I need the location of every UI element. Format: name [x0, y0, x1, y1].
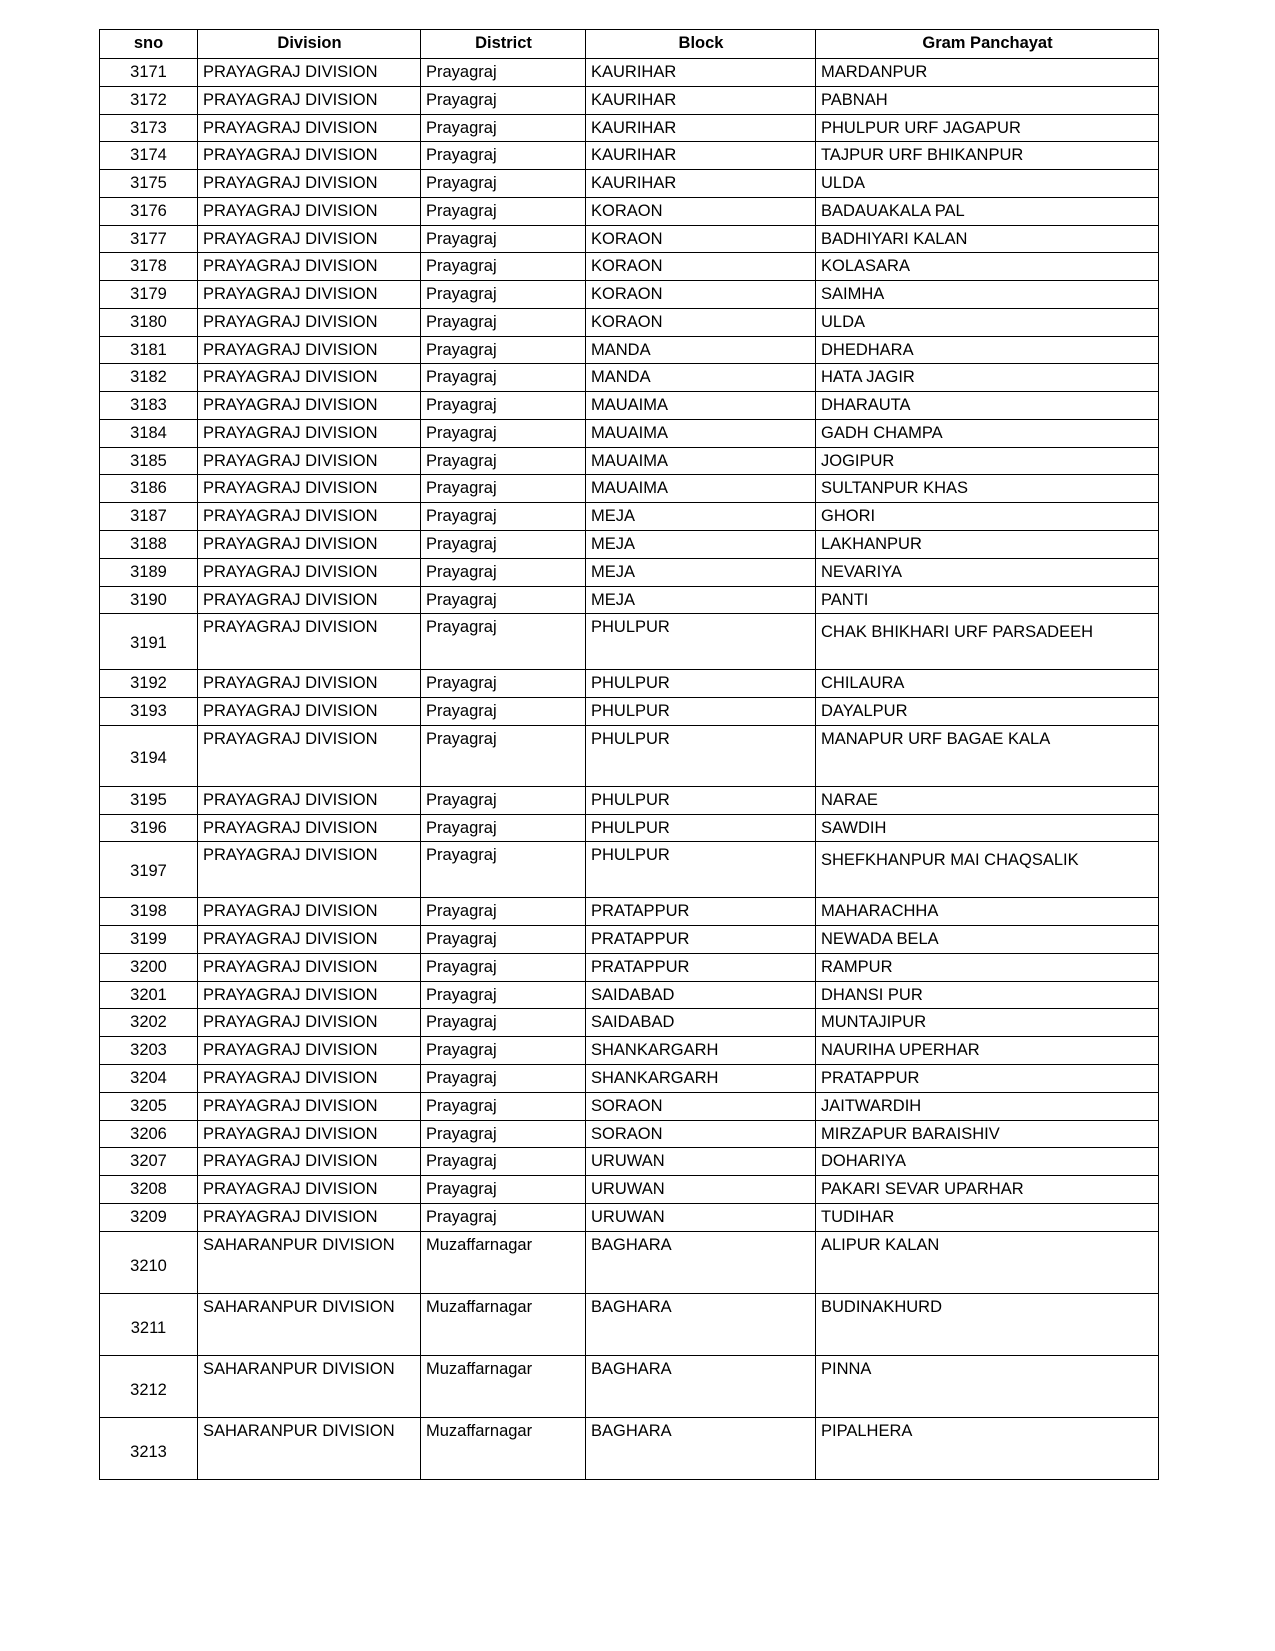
table-row [100, 419, 1159, 447]
cell-district: Prayagraj [421, 308, 586, 336]
cell-sno: 3174 [100, 142, 198, 170]
cell-district: Prayagraj [421, 281, 586, 309]
table-row [100, 336, 1159, 364]
cell-division: PRAYAGRAJ DIVISION [198, 1064, 421, 1092]
cell-gram-panchayat: GHORI [816, 503, 1159, 531]
cell-sno: 3191 [100, 614, 198, 670]
cell-district: Prayagraj [421, 336, 586, 364]
cell-district: Prayagraj [421, 786, 586, 814]
table-header [100, 30, 1159, 59]
cell-block: KORAON [586, 308, 816, 336]
cell-division: PRAYAGRAJ DIVISION [198, 170, 421, 198]
cell-division: PRAYAGRAJ DIVISION [198, 364, 421, 392]
cell-division: PRAYAGRAJ DIVISION [198, 503, 421, 531]
cell-block: PRATAPPUR [586, 953, 816, 981]
cell-division: PRAYAGRAJ DIVISION [198, 197, 421, 225]
cell-division: PRAYAGRAJ DIVISION [198, 670, 421, 698]
cell-block: MAUAIMA [586, 419, 816, 447]
cell-district: Prayagraj [421, 1148, 586, 1176]
cell-gram-panchayat: MUNTAJIPUR [816, 1009, 1159, 1037]
column-header-block: Block [586, 30, 816, 59]
cell-division: PRAYAGRAJ DIVISION [198, 1203, 421, 1231]
cell-district: Prayagraj [421, 503, 586, 531]
cell-district: Prayagraj [421, 447, 586, 475]
cell-district: Prayagraj [421, 225, 586, 253]
cell-division: PRAYAGRAJ DIVISION [198, 475, 421, 503]
table-container [99, 29, 1158, 1480]
table-row [100, 1176, 1159, 1204]
cell-gram-panchayat: PAKARI SEVAR UPARHAR [816, 1176, 1159, 1204]
cell-block: SHANKARGARH [586, 1037, 816, 1065]
cell-district: Prayagraj [421, 614, 586, 670]
cell-division: PRAYAGRAJ DIVISION [198, 1037, 421, 1065]
table-row [100, 531, 1159, 559]
cell-gram-panchayat: JOGIPUR [816, 447, 1159, 475]
cell-division: PRAYAGRAJ DIVISION [198, 953, 421, 981]
gram-panchayat-table [99, 29, 1159, 1480]
cell-block: KAURIHAR [586, 142, 816, 170]
cell-district: Prayagraj [421, 197, 586, 225]
cell-gram-panchayat: PANTI [816, 586, 1159, 614]
cell-gram-panchayat: SAIMHA [816, 281, 1159, 309]
cell-gram-panchayat: ALIPUR KALAN [816, 1231, 1159, 1293]
cell-district: Prayagraj [421, 898, 586, 926]
cell-block: URUWAN [586, 1148, 816, 1176]
table-row [100, 392, 1159, 420]
cell-division: PRAYAGRAJ DIVISION [198, 392, 421, 420]
table-row [100, 1417, 1159, 1479]
cell-sno: 3211 [100, 1293, 198, 1355]
column-header-division: Division [198, 30, 421, 59]
cell-division: PRAYAGRAJ DIVISION [198, 225, 421, 253]
cell-block: MEJA [586, 586, 816, 614]
cell-gram-panchayat: NEWADA BELA [816, 926, 1159, 954]
table-row [100, 197, 1159, 225]
table-row [100, 953, 1159, 981]
cell-block: MAUAIMA [586, 392, 816, 420]
cell-division: PRAYAGRAJ DIVISION [198, 253, 421, 281]
cell-sno: 3185 [100, 447, 198, 475]
cell-district: Prayagraj [421, 364, 586, 392]
cell-sno: 3177 [100, 225, 198, 253]
table-row [100, 59, 1159, 87]
cell-division: PRAYAGRAJ DIVISION [198, 142, 421, 170]
cell-sno: 3203 [100, 1037, 198, 1065]
cell-gram-panchayat: LAKHANPUR [816, 531, 1159, 559]
cell-block: KAURIHAR [586, 86, 816, 114]
cell-gram-panchayat: PINNA [816, 1355, 1159, 1417]
cell-sno: 3171 [100, 59, 198, 87]
cell-sno: 3192 [100, 670, 198, 698]
table-row [100, 1203, 1159, 1231]
table-row [100, 475, 1159, 503]
cell-block: BAGHARA [586, 1417, 816, 1479]
cell-gram-panchayat: DHEDHARA [816, 336, 1159, 364]
cell-district: Prayagraj [421, 59, 586, 87]
table-row [100, 981, 1159, 1009]
cell-gram-panchayat: MAHARACHHA [816, 898, 1159, 926]
cell-sno: 3196 [100, 814, 198, 842]
table-body [100, 59, 1159, 1480]
cell-gram-panchayat: RAMPUR [816, 953, 1159, 981]
cell-division: PRAYAGRAJ DIVISION [198, 814, 421, 842]
table-row [100, 86, 1159, 114]
cell-division: SAHARANPUR DIVISION [198, 1293, 421, 1355]
cell-block: PHULPUR [586, 842, 816, 898]
cell-gram-panchayat: ULDA [816, 170, 1159, 198]
cell-division: PRAYAGRAJ DIVISION [198, 1148, 421, 1176]
cell-district: Prayagraj [421, 170, 586, 198]
cell-district: Prayagraj [421, 1203, 586, 1231]
table-row [100, 308, 1159, 336]
cell-division: PRAYAGRAJ DIVISION [198, 725, 421, 786]
cell-division: SAHARANPUR DIVISION [198, 1355, 421, 1417]
table-row [100, 253, 1159, 281]
cell-sno: 3190 [100, 586, 198, 614]
cell-division: PRAYAGRAJ DIVISION [198, 558, 421, 586]
table-row [100, 814, 1159, 842]
cell-block: KORAON [586, 225, 816, 253]
cell-division: SAHARANPUR DIVISION [198, 1231, 421, 1293]
column-header-gram-panchayat: Gram Panchayat [816, 30, 1159, 59]
cell-gram-panchayat: JAITWARDIH [816, 1092, 1159, 1120]
cell-district: Prayagraj [421, 725, 586, 786]
cell-gram-panchayat: CHAK BHIKHARI URF PARSADEEH [816, 614, 1159, 670]
cell-district: Prayagraj [421, 981, 586, 1009]
cell-block: KAURIHAR [586, 114, 816, 142]
table-row [100, 447, 1159, 475]
cell-gram-panchayat: GADH CHAMPA [816, 419, 1159, 447]
cell-division: PRAYAGRAJ DIVISION [198, 1176, 421, 1204]
table-row [100, 586, 1159, 614]
cell-district: Prayagraj [421, 842, 586, 898]
cell-sno: 3198 [100, 898, 198, 926]
cell-district: Prayagraj [421, 253, 586, 281]
cell-gram-panchayat: PABNAH [816, 86, 1159, 114]
cell-gram-panchayat: KOLASARA [816, 253, 1159, 281]
cell-gram-panchayat: NAURIHA UPERHAR [816, 1037, 1159, 1065]
cell-block: PHULPUR [586, 614, 816, 670]
table-row [100, 1064, 1159, 1092]
table-row [100, 698, 1159, 726]
table-row [100, 926, 1159, 954]
cell-sno: 3182 [100, 364, 198, 392]
cell-gram-panchayat: DOHARIYA [816, 1148, 1159, 1176]
cell-block: URUWAN [586, 1176, 816, 1204]
cell-gram-panchayat: PIPALHERA [816, 1417, 1159, 1479]
cell-sno: 3201 [100, 981, 198, 1009]
cell-block: PHULPUR [586, 786, 816, 814]
cell-gram-panchayat: BUDINAKHURD [816, 1293, 1159, 1355]
table-row [100, 842, 1159, 898]
column-header-sno: sno [100, 30, 198, 59]
cell-district: Prayagraj [421, 1120, 586, 1148]
table-row [100, 898, 1159, 926]
cell-division: PRAYAGRAJ DIVISION [198, 1092, 421, 1120]
cell-district: Prayagraj [421, 670, 586, 698]
cell-block: BAGHARA [586, 1355, 816, 1417]
table-row [100, 364, 1159, 392]
cell-gram-panchayat: CHILAURA [816, 670, 1159, 698]
cell-sno: 3205 [100, 1092, 198, 1120]
cell-block: PHULPUR [586, 670, 816, 698]
cell-district: Prayagraj [421, 586, 586, 614]
cell-sno: 3210 [100, 1231, 198, 1293]
cell-division: PRAYAGRAJ DIVISION [198, 281, 421, 309]
cell-block: PRATAPPUR [586, 898, 816, 926]
cell-block: PHULPUR [586, 698, 816, 726]
cell-district: Prayagraj [421, 814, 586, 842]
table-row [100, 170, 1159, 198]
cell-sno: 3180 [100, 308, 198, 336]
table-row [100, 1148, 1159, 1176]
table-row [100, 1231, 1159, 1293]
cell-district: Prayagraj [421, 392, 586, 420]
cell-block: SAIDABAD [586, 1009, 816, 1037]
cell-block: PHULPUR [586, 814, 816, 842]
cell-sno: 3178 [100, 253, 198, 281]
cell-block: KORAON [586, 253, 816, 281]
cell-district: Prayagraj [421, 1037, 586, 1065]
cell-sno: 3206 [100, 1120, 198, 1148]
cell-division: PRAYAGRAJ DIVISION [198, 447, 421, 475]
cell-sno: 3183 [100, 392, 198, 420]
cell-sno: 3179 [100, 281, 198, 309]
cell-block: KAURIHAR [586, 59, 816, 87]
cell-block: MAUAIMA [586, 475, 816, 503]
cell-block: SHANKARGARH [586, 1064, 816, 1092]
cell-division: PRAYAGRAJ DIVISION [198, 336, 421, 364]
cell-block: KAURIHAR [586, 170, 816, 198]
cell-sno: 3189 [100, 558, 198, 586]
cell-block: PHULPUR [586, 725, 816, 786]
cell-block: SAIDABAD [586, 981, 816, 1009]
cell-sno: 3207 [100, 1148, 198, 1176]
cell-sno: 3176 [100, 197, 198, 225]
cell-sno: 3213 [100, 1417, 198, 1479]
cell-sno: 3200 [100, 953, 198, 981]
table-row [100, 1009, 1159, 1037]
cell-gram-panchayat: SHEFKHANPUR MAI CHAQSALIK [816, 842, 1159, 898]
table-row [100, 614, 1159, 670]
table-row [100, 1120, 1159, 1148]
cell-district: Prayagraj [421, 142, 586, 170]
cell-sno: 3188 [100, 531, 198, 559]
cell-sno: 3212 [100, 1355, 198, 1417]
cell-sno: 3197 [100, 842, 198, 898]
cell-sno: 3204 [100, 1064, 198, 1092]
cell-district: Muzaffarnagar [421, 1417, 586, 1479]
cell-gram-panchayat: TAJPUR URF BHIKANPUR [816, 142, 1159, 170]
cell-gram-panchayat: MARDANPUR [816, 59, 1159, 87]
cell-division: PRAYAGRAJ DIVISION [198, 531, 421, 559]
cell-division: PRAYAGRAJ DIVISION [198, 842, 421, 898]
cell-sno: 3184 [100, 419, 198, 447]
cell-block: MAUAIMA [586, 447, 816, 475]
cell-block: SORAON [586, 1120, 816, 1148]
cell-district: Prayagraj [421, 1009, 586, 1037]
cell-block: MANDA [586, 336, 816, 364]
cell-gram-panchayat: PRATAPPUR [816, 1064, 1159, 1092]
cell-sno: 3199 [100, 926, 198, 954]
cell-gram-panchayat: TUDIHAR [816, 1203, 1159, 1231]
cell-division: PRAYAGRAJ DIVISION [198, 981, 421, 1009]
cell-sno: 3186 [100, 475, 198, 503]
cell-division: PRAYAGRAJ DIVISION [198, 59, 421, 87]
cell-division: PRAYAGRAJ DIVISION [198, 1120, 421, 1148]
cell-division: PRAYAGRAJ DIVISION [198, 898, 421, 926]
cell-block: KORAON [586, 281, 816, 309]
cell-block: BAGHARA [586, 1293, 816, 1355]
cell-district: Prayagraj [421, 698, 586, 726]
cell-district: Prayagraj [421, 419, 586, 447]
cell-division: PRAYAGRAJ DIVISION [198, 86, 421, 114]
table-row [100, 1293, 1159, 1355]
cell-sno: 3172 [100, 86, 198, 114]
table-row [100, 670, 1159, 698]
cell-gram-panchayat: MANAPUR URF BAGAE KALA [816, 725, 1159, 786]
table-row [100, 786, 1159, 814]
cell-sno: 3208 [100, 1176, 198, 1204]
cell-sno: 3195 [100, 786, 198, 814]
cell-district: Prayagraj [421, 475, 586, 503]
table-row [100, 558, 1159, 586]
cell-division: PRAYAGRAJ DIVISION [198, 419, 421, 447]
cell-gram-panchayat: ULDA [816, 308, 1159, 336]
cell-district: Muzaffarnagar [421, 1355, 586, 1417]
cell-sno: 3187 [100, 503, 198, 531]
cell-district: Prayagraj [421, 558, 586, 586]
cell-sno: 3193 [100, 698, 198, 726]
cell-block: PRATAPPUR [586, 926, 816, 954]
cell-division: PRAYAGRAJ DIVISION [198, 1009, 421, 1037]
cell-district: Prayagraj [421, 1092, 586, 1120]
table-row [100, 725, 1159, 786]
cell-district: Prayagraj [421, 953, 586, 981]
cell-gram-panchayat: DHANSI PUR [816, 981, 1159, 1009]
table-row [100, 1092, 1159, 1120]
cell-district: Muzaffarnagar [421, 1231, 586, 1293]
cell-block: MEJA [586, 531, 816, 559]
cell-block: MANDA [586, 364, 816, 392]
cell-sno: 3173 [100, 114, 198, 142]
cell-gram-panchayat: BADHIYARI KALAN [816, 225, 1159, 253]
cell-division: PRAYAGRAJ DIVISION [198, 308, 421, 336]
cell-division: PRAYAGRAJ DIVISION [198, 786, 421, 814]
cell-gram-panchayat: DHARAUTA [816, 392, 1159, 420]
cell-block: KORAON [586, 197, 816, 225]
cell-district: Prayagraj [421, 86, 586, 114]
cell-gram-panchayat: MIRZAPUR BARAISHIV [816, 1120, 1159, 1148]
cell-district: Prayagraj [421, 1064, 586, 1092]
cell-gram-panchayat: SAWDIH [816, 814, 1159, 842]
cell-district: Prayagraj [421, 926, 586, 954]
cell-division: PRAYAGRAJ DIVISION [198, 614, 421, 670]
table-row [100, 225, 1159, 253]
cell-block: MEJA [586, 558, 816, 586]
cell-gram-panchayat: DAYALPUR [816, 698, 1159, 726]
cell-gram-panchayat: HATA JAGIR [816, 364, 1159, 392]
column-header-district: District [421, 30, 586, 59]
cell-sno: 3194 [100, 725, 198, 786]
cell-district: Prayagraj [421, 531, 586, 559]
cell-block: SORAON [586, 1092, 816, 1120]
cell-gram-panchayat: PHULPUR URF JAGAPUR [816, 114, 1159, 142]
cell-division: PRAYAGRAJ DIVISION [198, 698, 421, 726]
table-row [100, 281, 1159, 309]
cell-sno: 3175 [100, 170, 198, 198]
table-row [100, 1355, 1159, 1417]
cell-division: PRAYAGRAJ DIVISION [198, 114, 421, 142]
table-header-row [100, 30, 1159, 59]
cell-block: BAGHARA [586, 1231, 816, 1293]
table-row [100, 142, 1159, 170]
cell-block: MEJA [586, 503, 816, 531]
cell-district: Prayagraj [421, 1176, 586, 1204]
cell-division: PRAYAGRAJ DIVISION [198, 586, 421, 614]
table-row [100, 114, 1159, 142]
cell-gram-panchayat: BADAUAKALA PAL [816, 197, 1159, 225]
cell-sno: 3202 [100, 1009, 198, 1037]
cell-sno: 3209 [100, 1203, 198, 1231]
cell-gram-panchayat: NARAE [816, 786, 1159, 814]
cell-division: PRAYAGRAJ DIVISION [198, 926, 421, 954]
cell-district: Muzaffarnagar [421, 1293, 586, 1355]
cell-division: SAHARANPUR DIVISION [198, 1417, 421, 1479]
table-row [100, 1037, 1159, 1065]
cell-gram-panchayat: SULTANPUR KHAS [816, 475, 1159, 503]
table-row [100, 503, 1159, 531]
cell-district: Prayagraj [421, 114, 586, 142]
cell-block: URUWAN [586, 1203, 816, 1231]
cell-sno: 3181 [100, 336, 198, 364]
cell-gram-panchayat: NEVARIYA [816, 558, 1159, 586]
